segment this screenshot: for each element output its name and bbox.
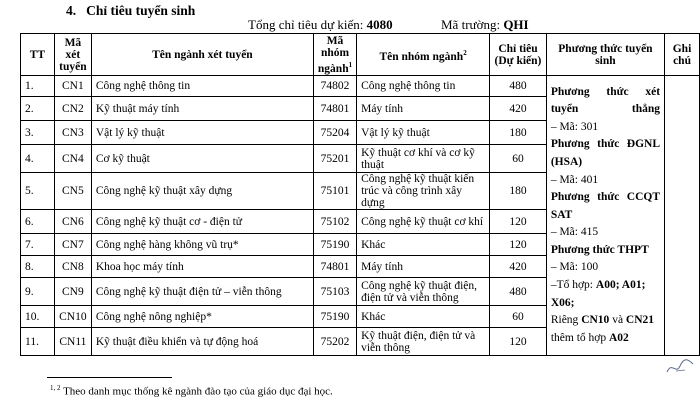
extra-suffix: thêm tổ hợp xyxy=(550,331,607,344)
cell-tt: 7. xyxy=(21,234,55,256)
cell-group-name: Khác xyxy=(357,234,490,256)
method-4-code: – Mã: 100 xyxy=(550,261,599,274)
method-4-title: Phương thức THPT xyxy=(550,243,649,256)
cell-group-code: 75102 xyxy=(313,210,356,234)
cell-tt: 5. xyxy=(21,173,55,210)
method-1-code: – Mã: 301 xyxy=(550,120,599,133)
cell-quota: 420 xyxy=(490,256,547,278)
cell-major: Kỹ thuật máy tính xyxy=(91,97,313,121)
header-group-code-text: Mã nhóm ngành xyxy=(317,34,350,75)
header-group-name xyxy=(357,34,490,76)
header-group-name-sup: 2 xyxy=(463,48,467,57)
header-note: Ghi chú xyxy=(665,34,700,76)
cell-quota: 120 xyxy=(490,328,547,356)
cell-quota: 60 xyxy=(490,145,547,173)
cell-major: Công nghệ kỹ thuật cơ - điện tử xyxy=(91,210,313,234)
cell-quota: 180 xyxy=(490,173,547,210)
cell-tt: 3. xyxy=(21,121,55,145)
table-header-row xyxy=(21,34,700,76)
cell-group-name: Máy tính xyxy=(357,97,490,121)
cell-code: CN10 xyxy=(54,306,91,328)
section-title: Chỉ tiêu tuyển sinh xyxy=(86,3,196,18)
cell-tt: 1. xyxy=(21,76,55,97)
section-number: 4. xyxy=(66,3,77,18)
cell-quota: 180 xyxy=(490,121,547,145)
cell-quota: 480 xyxy=(490,278,547,306)
cell-group-name: Máy tính xyxy=(357,256,490,278)
table-row xyxy=(21,76,700,97)
cell-group-name: Vật lý kỹ thuật xyxy=(357,121,490,145)
cell-group-code: 74801 xyxy=(313,256,356,278)
combo-list: A00; A01; X06; xyxy=(550,279,646,309)
cell-quota: 60 xyxy=(490,306,547,328)
cell-quota: 420 xyxy=(490,97,547,121)
header-quota: Chỉ tiêu (Dự kiến) xyxy=(490,34,547,76)
extra-combo: A02 xyxy=(608,331,629,344)
cell-major: Cơ kỹ thuật xyxy=(91,145,313,173)
cell-code: CN8 xyxy=(54,256,91,278)
total-quota-value: 4080 xyxy=(366,17,393,32)
cell-tt: 6. xyxy=(21,210,55,234)
cell-code: CN7 xyxy=(54,234,91,256)
section-heading xyxy=(66,3,195,19)
cell-quota: 120 xyxy=(490,234,547,256)
cell-group-code: 75190 xyxy=(313,234,356,256)
header-group-code-sup: 1 xyxy=(348,60,353,69)
cell-major: Công nghệ nông nghiệp* xyxy=(91,306,313,328)
cell-group-name: Công nghệ kỹ thuật kiến trúc và công trình xây dựng xyxy=(357,173,490,210)
cell-code: CN3 xyxy=(54,121,91,145)
cell-group-name: Công nghệ kỹ thuật điện, điện tử và viễn thông xyxy=(357,278,490,306)
cell-major: Công nghệ hàng không vũ trụ* xyxy=(91,234,313,256)
cell-method xyxy=(546,76,664,356)
cell-group-name: Kỹ thuật cơ khí và cơ kỹ thuật xyxy=(357,145,490,173)
admission-quota-table xyxy=(20,33,700,356)
header-major: Tên ngành xét tuyển xyxy=(91,34,313,76)
cell-tt: 4. xyxy=(21,145,55,173)
footnote-text: Theo danh mục thống kê ngành đào tạo của giáo dục đại học. xyxy=(63,385,333,398)
cell-group-code: 75201 xyxy=(313,145,356,173)
extra-prefix: Riêng xyxy=(550,314,579,327)
cell-group-code: 75204 xyxy=(313,121,356,145)
cell-code: CN1 xyxy=(54,76,91,97)
method-2-code: – Mã: 401 xyxy=(550,173,599,186)
cell-group-name: Công nghệ kỹ thuật cơ khí xyxy=(357,210,490,234)
cell-tt: 10. xyxy=(21,306,55,328)
method-1-title: Phương thức xét tuyển thẳng xyxy=(550,85,661,116)
cell-major: Công nghệ kỹ thuật xây dựng xyxy=(91,173,313,210)
cell-major: Công nghệ kỹ thuật điện tử – viễn thông xyxy=(91,278,313,306)
header-code: Mã xét tuyển xyxy=(54,34,91,76)
total-quota-label: Tổng chỉ tiêu dự kiến: xyxy=(248,17,364,32)
cell-group-code: 75190 xyxy=(313,306,356,328)
cell-group-code: 74802 xyxy=(313,76,356,97)
cell-tt: 2. xyxy=(21,97,55,121)
method-2-title: Phương thức ĐGNL (HSA) xyxy=(550,138,661,168)
school-code-label: Mã trường: xyxy=(441,17,501,32)
cell-major: Khoa học máy tính xyxy=(91,256,313,278)
extra-and: và xyxy=(612,314,624,327)
footnote xyxy=(50,384,333,398)
method-3-code: – Mã: 415 xyxy=(550,226,599,239)
footnote-marks: 1, 2 xyxy=(50,384,61,392)
cell-code: CN6 xyxy=(54,210,91,234)
signature-mark xyxy=(664,355,696,377)
cell-group-code: 75202 xyxy=(313,328,356,356)
cell-tt: 11. xyxy=(21,328,55,356)
method-3-title: Phương thức CCQT SAT xyxy=(550,191,661,221)
footnote-rule xyxy=(47,377,172,378)
school-code-value: QHI xyxy=(503,17,529,32)
header-tt: TT xyxy=(21,34,55,76)
header-group-code xyxy=(313,34,356,76)
cell-quota: 120 xyxy=(490,210,547,234)
total-quota-line xyxy=(248,17,393,33)
cell-group-code: 74801 xyxy=(313,97,356,121)
extra-major-b: CN21 xyxy=(625,314,655,327)
header-group-name-text: Tên nhóm ngành xyxy=(379,50,464,63)
cell-tt: 9. xyxy=(21,278,55,306)
extra-major-a: CN10 xyxy=(581,314,610,327)
combo-prefix: –Tổ hợp: xyxy=(550,279,594,292)
cell-code: CN11 xyxy=(54,328,91,356)
cell-group-code: 75101 xyxy=(313,173,356,210)
cell-group-name: Công nghệ thông tin xyxy=(357,76,490,97)
cell-major: Vật lý kỹ thuật xyxy=(91,121,313,145)
cell-group-code: 75103 xyxy=(313,278,356,306)
cell-note xyxy=(665,76,700,356)
cell-code: CN4 xyxy=(54,145,91,173)
school-code-line xyxy=(441,17,529,33)
cell-tt: 8. xyxy=(21,256,55,278)
cell-code: CN9 xyxy=(54,278,91,306)
cell-code: CN5 xyxy=(54,173,91,210)
cell-code: CN2 xyxy=(54,97,91,121)
header-method: Phương thức tuyển sinh xyxy=(546,34,664,76)
cell-quota: 480 xyxy=(490,76,547,97)
cell-major: Công nghệ thông tin xyxy=(91,76,313,97)
cell-group-name: Khác xyxy=(357,306,490,328)
cell-major: Kỹ thuật điều khiển và tự động hoá xyxy=(91,328,313,356)
cell-group-name: Kỹ thuật điện, điện tử và viễn thông xyxy=(357,328,490,356)
